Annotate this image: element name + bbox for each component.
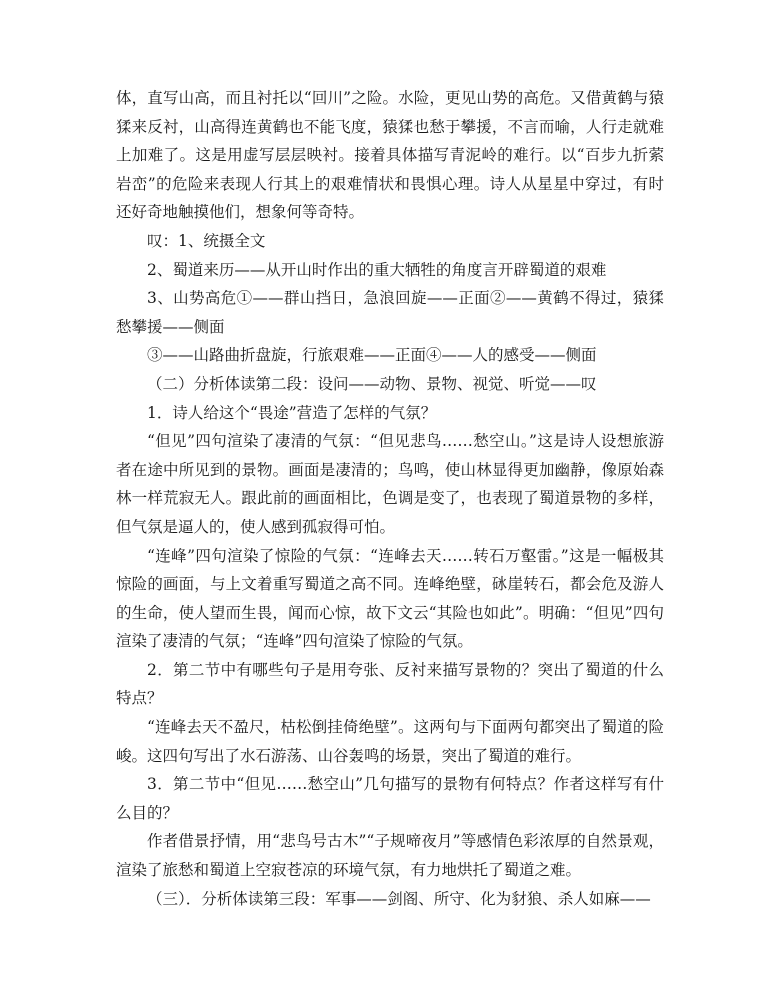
- paragraph-summary-1: 叹：1、统摄全文: [147, 231, 266, 250]
- paragraph-summary-4: ③——山路曲折盘旋，行旅艰难——正面④——人的感受——侧面: [147, 346, 597, 365]
- question-3: 3．第二节中“但见……愁空山”几句描写的景物有何特点？作者这样写有什么目的？: [116, 775, 664, 822]
- answer-3: 作者借景抒情，用“悲鸟号古木”“子规啼夜月”等感情色彩浓厚的自然景观，渲染了旅愁和蜀道上空寂苍凉的环境气氛，有力地烘托了蜀道之难。: [116, 832, 664, 880]
- section-heading-3: （三）．分析体读第三段：军事——剑阁、所守、化为豺狼、杀人如麻——: [147, 889, 651, 908]
- question-1: 1．诗人给这个“畏途”营造了怎样的气氛？: [147, 403, 437, 422]
- question-2: 2．第二节中有哪些句子是用夸张、反衬来描写景物的？突出了蜀道的什么特点？: [116, 660, 664, 708]
- paragraph-continued: 体，直写山高，而且衬托以“回川”之险。水险，更见山势的高危。又借黄鹤与猿猱来反衬，山高得连黄鹤也不能飞度，猿猱也愁于攀援，不言而喻，人行走就难上加难了。这是用虚写层层映衬。接着具体描写青泥岭的难行。以“百步九折萦岩峦”的危险来表现人行其上的艰难情状和畏惧心理。诗人从星星中穿过，有时还好奇地触摸他们，想象何等奇特。: [116, 89, 664, 222]
- answer-2: “连峰去天不盈尺，枯松倒挂倚绝壁”。这两句与下面两句都突出了蜀道的险峻。这四句写出了水石游荡、山谷轰鸣的场景，突出了蜀道的难行。: [116, 718, 664, 765]
- paragraph-summary-2: 2、蜀道来历——从开山时作出的重大牺牲的角度言开辟蜀道的艰难: [147, 260, 607, 279]
- document-body: [116, 84, 664, 913]
- section-heading-2: （二）分析体读第二段：设问——动物、景物、视觉、听觉——叹: [147, 374, 597, 393]
- answer-1a: “但见”四句渲染了凄清的气氛：“但见悲鸟……愁空山。”这是诗人设想旅游者在途中所见到的景物。画面是凄清的；鸟鸣，使山林显得更加幽静，像原始森林一样荒寂无人。跟此前的画面相比，色调是变了，也表现了蜀道景物的多样，但气氛是逼人的，使人感到孤寂得可怕。: [116, 432, 664, 536]
- answer-1b: “连峰”四句渲染了惊险的气氛：“连峰去天……转石万壑雷。”这是一幅极其惊险的画面，与上文着重写蜀道之高不同。连峰绝壁，砯崖转石，都会危及游人的生命，使人望而生畏，闻而心惊，故下文云“其险也如此”。明确：“但见”四句渲染了凄清的气氛；“连峰”四句渲染了惊险的气氛。: [116, 546, 664, 651]
- paragraph-summary-3: 3、山势高危①——群山挡日，急浪回旋——正面②——黄鹤不得过，猿猱愁攀援——侧面: [116, 289, 664, 336]
